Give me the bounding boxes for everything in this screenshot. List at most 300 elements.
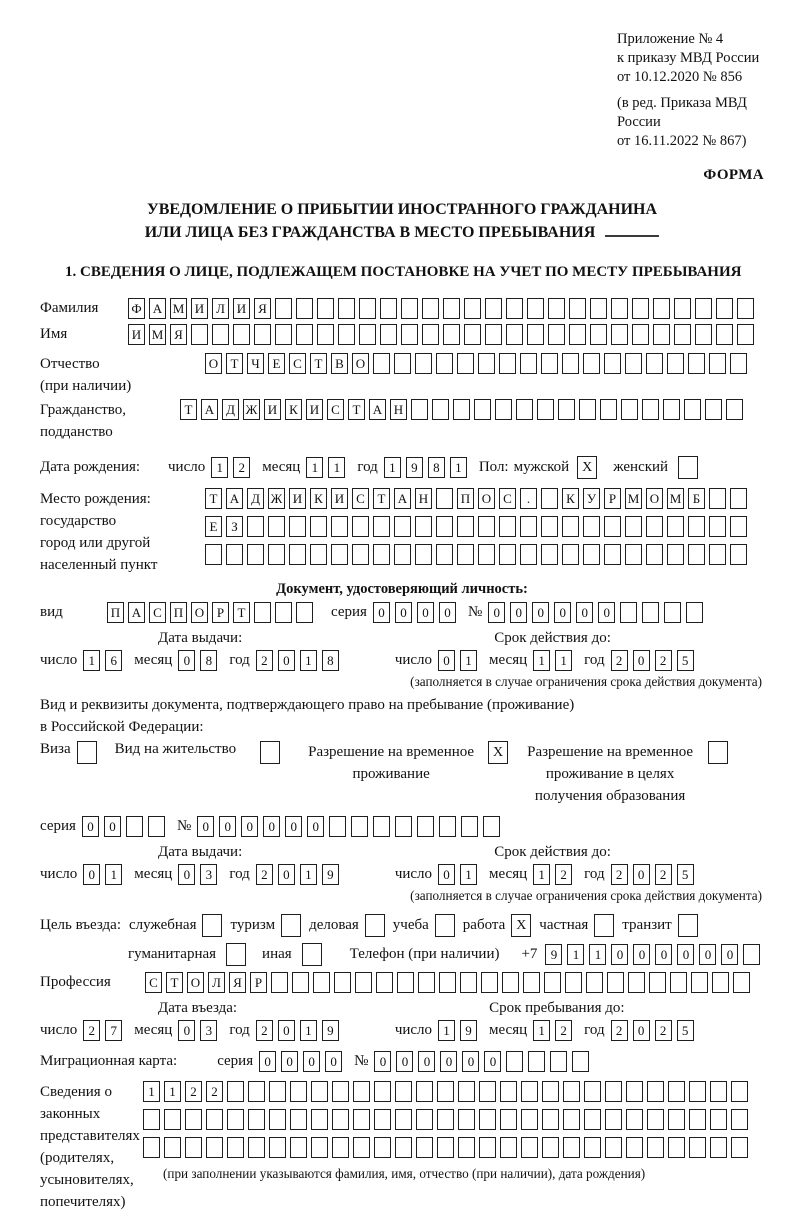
char-cell[interactable]	[716, 324, 733, 345]
char-cell[interactable]: 0	[418, 1051, 435, 1072]
char-cell[interactable]	[334, 972, 351, 993]
char-cell[interactable]: 0	[655, 944, 672, 965]
char-cell[interactable]: А	[128, 602, 145, 623]
char-cell[interactable]	[359, 298, 376, 319]
char-cell[interactable]	[353, 1137, 370, 1158]
char-cell[interactable]	[395, 1109, 412, 1130]
char-cell[interactable]: Ф	[128, 298, 145, 319]
char-cell[interactable]: Т	[166, 972, 183, 993]
char-cell[interactable]	[632, 298, 649, 319]
char-cell[interactable]: 0	[82, 816, 99, 837]
char-cell[interactable]	[565, 972, 582, 993]
char-cell[interactable]: Р	[212, 602, 229, 623]
char-cell[interactable]: 9	[322, 864, 339, 885]
char-cell[interactable]: Т	[373, 488, 390, 509]
char-cell[interactable]	[353, 1081, 370, 1102]
char-cell[interactable]	[269, 1137, 286, 1158]
char-cell[interactable]: А	[394, 488, 411, 509]
char-cell[interactable]: Т	[226, 353, 243, 374]
char-cell[interactable]	[437, 1081, 454, 1102]
char-cell[interactable]	[628, 972, 645, 993]
char-cell[interactable]	[296, 602, 313, 623]
char-cell[interactable]: М	[149, 324, 166, 345]
char-cell[interactable]: М	[625, 488, 642, 509]
char-cell[interactable]	[626, 1081, 643, 1102]
char-cell[interactable]	[373, 353, 390, 374]
char-cell[interactable]	[626, 1109, 643, 1130]
char-cell[interactable]	[647, 1109, 664, 1130]
char-cell[interactable]	[691, 972, 708, 993]
char-cell[interactable]	[394, 353, 411, 374]
char-cell[interactable]	[332, 1081, 349, 1102]
char-cell[interactable]	[227, 1109, 244, 1130]
char-cell[interactable]	[520, 353, 537, 374]
char-cell[interactable]	[625, 516, 642, 537]
char-cell[interactable]	[726, 399, 743, 420]
char-cell[interactable]: 0	[438, 650, 455, 671]
char-cell[interactable]: 2	[185, 1081, 202, 1102]
char-cell[interactable]	[688, 353, 705, 374]
char-cell[interactable]	[485, 298, 502, 319]
char-cell[interactable]: 2	[655, 864, 672, 885]
char-cell[interactable]	[416, 1081, 433, 1102]
residence-permit-checkbox[interactable]	[260, 741, 280, 764]
char-cell[interactable]: 1	[555, 650, 572, 671]
char-cell[interactable]	[374, 1137, 391, 1158]
char-cell[interactable]	[579, 399, 596, 420]
char-cell[interactable]: О	[352, 353, 369, 374]
char-cell[interactable]	[668, 1109, 685, 1130]
char-cell[interactable]: И	[264, 399, 281, 420]
char-cell[interactable]: Е	[205, 516, 222, 537]
char-cell[interactable]	[439, 972, 456, 993]
char-cell[interactable]	[670, 972, 687, 993]
char-cell[interactable]	[541, 516, 558, 537]
char-cell[interactable]: Я	[170, 324, 187, 345]
char-cell[interactable]	[352, 516, 369, 537]
char-cell[interactable]	[506, 1051, 523, 1072]
char-cell[interactable]	[275, 324, 292, 345]
char-cell[interactable]	[248, 1109, 265, 1130]
char-cell[interactable]	[621, 399, 638, 420]
char-cell[interactable]	[373, 816, 390, 837]
char-cell[interactable]	[437, 1109, 454, 1130]
char-cell[interactable]	[632, 324, 649, 345]
char-cell[interactable]: П	[170, 602, 187, 623]
char-cell[interactable]	[563, 1109, 580, 1130]
char-cell[interactable]	[737, 324, 754, 345]
char-cell[interactable]	[709, 353, 726, 374]
char-cell[interactable]: 8	[200, 650, 217, 671]
char-cell[interactable]: И	[331, 488, 348, 509]
char-cell[interactable]: Т	[348, 399, 365, 420]
char-cell[interactable]	[584, 1081, 601, 1102]
char-cell[interactable]	[626, 1137, 643, 1158]
char-cell[interactable]: Ж	[268, 488, 285, 509]
char-cell[interactable]	[569, 298, 586, 319]
char-cell[interactable]: 0	[484, 1051, 501, 1072]
char-cell[interactable]	[457, 516, 474, 537]
char-cell[interactable]: 1	[300, 1020, 317, 1041]
char-cell[interactable]	[395, 1137, 412, 1158]
char-cell[interactable]: 1	[567, 944, 584, 965]
char-cell[interactable]	[604, 353, 621, 374]
char-cell[interactable]	[332, 1109, 349, 1130]
char-cell[interactable]	[710, 1081, 727, 1102]
char-cell[interactable]	[684, 399, 701, 420]
char-cell[interactable]: 1	[300, 864, 317, 885]
char-cell[interactable]: А	[149, 298, 166, 319]
char-cell[interactable]: 0	[263, 816, 280, 837]
char-cell[interactable]: 0	[699, 944, 716, 965]
char-cell[interactable]	[730, 353, 747, 374]
char-cell[interactable]: С	[352, 488, 369, 509]
char-cell[interactable]: С	[149, 602, 166, 623]
char-cell[interactable]: 1	[589, 944, 606, 965]
char-cell[interactable]	[329, 816, 346, 837]
char-cell[interactable]	[373, 544, 390, 565]
char-cell[interactable]	[126, 816, 143, 837]
char-cell[interactable]: 2	[655, 650, 672, 671]
char-cell[interactable]: 0	[554, 602, 571, 623]
char-cell[interactable]: 0	[178, 1020, 195, 1041]
char-cell[interactable]	[311, 1081, 328, 1102]
char-cell[interactable]	[600, 399, 617, 420]
char-cell[interactable]: 2	[611, 864, 628, 885]
char-cell[interactable]: 0	[598, 602, 615, 623]
char-cell[interactable]	[185, 1109, 202, 1130]
char-cell[interactable]: А	[201, 399, 218, 420]
char-cell[interactable]	[548, 298, 565, 319]
char-cell[interactable]	[481, 972, 498, 993]
char-cell[interactable]: 2	[555, 1020, 572, 1041]
char-cell[interactable]	[625, 544, 642, 565]
char-cell[interactable]	[317, 324, 334, 345]
char-cell[interactable]	[164, 1137, 181, 1158]
char-cell[interactable]	[143, 1109, 160, 1130]
char-cell[interactable]: 0	[278, 1020, 295, 1041]
char-cell[interactable]	[523, 972, 540, 993]
char-cell[interactable]: К	[562, 488, 579, 509]
char-cell[interactable]	[664, 602, 681, 623]
char-cell[interactable]: Т	[310, 353, 327, 374]
char-cell[interactable]	[499, 353, 516, 374]
char-cell[interactable]: 0	[677, 944, 694, 965]
char-cell[interactable]: 1	[460, 864, 477, 885]
char-cell[interactable]: 7	[105, 1020, 122, 1041]
char-cell[interactable]	[206, 1109, 223, 1130]
char-cell[interactable]	[436, 353, 453, 374]
char-cell[interactable]: 2	[233, 457, 250, 478]
char-cell[interactable]: 0	[373, 602, 390, 623]
char-cell[interactable]	[647, 1137, 664, 1158]
char-cell[interactable]	[331, 516, 348, 537]
char-cell[interactable]	[653, 324, 670, 345]
char-cell[interactable]	[415, 544, 432, 565]
char-cell[interactable]: 8	[428, 457, 445, 478]
char-cell[interactable]	[205, 544, 222, 565]
char-cell[interactable]	[464, 324, 481, 345]
char-cell[interactable]	[394, 516, 411, 537]
char-cell[interactable]	[331, 544, 348, 565]
char-cell[interactable]: 1	[533, 864, 550, 885]
char-cell[interactable]	[415, 353, 432, 374]
char-cell[interactable]	[338, 298, 355, 319]
char-cell[interactable]	[584, 1109, 601, 1130]
opt-study-checkbox[interactable]	[435, 914, 455, 937]
opt-humanitarian-checkbox[interactable]	[226, 943, 246, 966]
char-cell[interactable]	[667, 516, 684, 537]
char-cell[interactable]: 2	[256, 864, 273, 885]
char-cell[interactable]	[395, 1081, 412, 1102]
char-cell[interactable]	[605, 1109, 622, 1130]
char-cell[interactable]	[674, 298, 691, 319]
char-cell[interactable]	[269, 1081, 286, 1102]
char-cell[interactable]	[542, 1081, 559, 1102]
char-cell[interactable]	[443, 324, 460, 345]
char-cell[interactable]	[338, 324, 355, 345]
char-cell[interactable]: М	[170, 298, 187, 319]
char-cell[interactable]	[528, 1051, 545, 1072]
char-cell[interactable]: 0	[197, 816, 214, 837]
char-cell[interactable]: К	[285, 399, 302, 420]
char-cell[interactable]	[520, 544, 537, 565]
char-cell[interactable]: 0	[462, 1051, 479, 1072]
char-cell[interactable]: 2	[611, 1020, 628, 1041]
char-cell[interactable]: 0	[278, 864, 295, 885]
char-cell[interactable]: .	[520, 488, 537, 509]
char-cell[interactable]	[313, 972, 330, 993]
char-cell[interactable]: О	[478, 488, 495, 509]
char-cell[interactable]: 1	[211, 457, 228, 478]
char-cell[interactable]: 1	[384, 457, 401, 478]
char-cell[interactable]	[520, 516, 537, 537]
char-cell[interactable]	[710, 1109, 727, 1130]
char-cell[interactable]	[688, 516, 705, 537]
char-cell[interactable]: 0	[374, 1051, 391, 1072]
char-cell[interactable]	[733, 972, 750, 993]
char-cell[interactable]: 3	[200, 1020, 217, 1041]
char-cell[interactable]	[422, 298, 439, 319]
char-cell[interactable]: 0	[633, 1020, 650, 1041]
char-cell[interactable]	[401, 298, 418, 319]
char-cell[interactable]: 0	[285, 816, 302, 837]
char-cell[interactable]: Б	[688, 488, 705, 509]
char-cell[interactable]: 0	[281, 1051, 298, 1072]
char-cell[interactable]: Н	[390, 399, 407, 420]
char-cell[interactable]	[380, 298, 397, 319]
char-cell[interactable]	[537, 399, 554, 420]
char-cell[interactable]	[416, 1137, 433, 1158]
char-cell[interactable]	[374, 1081, 391, 1102]
char-cell[interactable]	[290, 1109, 307, 1130]
char-cell[interactable]: 1	[164, 1081, 181, 1102]
opt-other-checkbox[interactable]	[302, 943, 322, 966]
char-cell[interactable]	[500, 1109, 517, 1130]
char-cell[interactable]	[290, 1137, 307, 1158]
char-cell[interactable]	[485, 324, 502, 345]
char-cell[interactable]	[437, 1137, 454, 1158]
char-cell[interactable]	[620, 602, 637, 623]
char-cell[interactable]	[355, 972, 372, 993]
char-cell[interactable]: 0	[439, 602, 456, 623]
char-cell[interactable]	[563, 1137, 580, 1158]
char-cell[interactable]: О	[205, 353, 222, 374]
char-cell[interactable]	[227, 1137, 244, 1158]
char-cell[interactable]	[611, 298, 628, 319]
char-cell[interactable]: Д	[222, 399, 239, 420]
char-cell[interactable]: 0	[259, 1051, 276, 1072]
char-cell[interactable]	[436, 516, 453, 537]
char-cell[interactable]: 0	[611, 944, 628, 965]
char-cell[interactable]	[296, 324, 313, 345]
char-cell[interactable]	[397, 972, 414, 993]
char-cell[interactable]	[506, 324, 523, 345]
char-cell[interactable]: 5	[677, 1020, 694, 1041]
char-cell[interactable]	[716, 298, 733, 319]
char-cell[interactable]	[563, 1081, 580, 1102]
char-cell[interactable]: 0	[395, 602, 412, 623]
char-cell[interactable]	[478, 544, 495, 565]
rvp-checkbox[interactable]: X	[488, 741, 508, 764]
char-cell[interactable]	[516, 399, 533, 420]
char-cell[interactable]: 0	[104, 816, 121, 837]
char-cell[interactable]: 0	[576, 602, 593, 623]
male-checkbox[interactable]: X	[577, 456, 597, 479]
char-cell[interactable]: П	[457, 488, 474, 509]
char-cell[interactable]: У	[583, 488, 600, 509]
char-cell[interactable]: 0	[488, 602, 505, 623]
char-cell[interactable]	[478, 516, 495, 537]
char-cell[interactable]	[584, 1137, 601, 1158]
char-cell[interactable]	[353, 1109, 370, 1130]
char-cell[interactable]	[646, 353, 663, 374]
char-cell[interactable]	[527, 324, 544, 345]
char-cell[interactable]	[458, 1081, 475, 1102]
char-cell[interactable]	[689, 1109, 706, 1130]
char-cell[interactable]: 1	[438, 1020, 455, 1041]
char-cell[interactable]	[479, 1109, 496, 1130]
char-cell[interactable]: 0	[438, 864, 455, 885]
char-cell[interactable]: Т	[233, 602, 250, 623]
char-cell[interactable]	[380, 324, 397, 345]
char-cell[interactable]: Л	[208, 972, 225, 993]
char-cell[interactable]: 1	[533, 1020, 550, 1041]
char-cell[interactable]: 9	[545, 944, 562, 965]
char-cell[interactable]	[506, 298, 523, 319]
char-cell[interactable]	[148, 816, 165, 837]
char-cell[interactable]	[712, 972, 729, 993]
opt-transit-checkbox[interactable]	[678, 914, 698, 937]
char-cell[interactable]: Л	[212, 298, 229, 319]
char-cell[interactable]	[607, 972, 624, 993]
char-cell[interactable]	[649, 972, 666, 993]
char-cell[interactable]	[527, 298, 544, 319]
char-cell[interactable]: Р	[604, 488, 621, 509]
char-cell[interactable]: Ч	[247, 353, 264, 374]
char-cell[interactable]	[668, 1137, 685, 1158]
char-cell[interactable]	[668, 1081, 685, 1102]
char-cell[interactable]	[642, 602, 659, 623]
char-cell[interactable]	[674, 324, 691, 345]
char-cell[interactable]	[422, 324, 439, 345]
char-cell[interactable]	[730, 516, 747, 537]
char-cell[interactable]	[500, 1081, 517, 1102]
char-cell[interactable]	[709, 544, 726, 565]
char-cell[interactable]	[415, 516, 432, 537]
char-cell[interactable]: Т	[180, 399, 197, 420]
char-cell[interactable]	[544, 972, 561, 993]
char-cell[interactable]: 0	[633, 864, 650, 885]
char-cell[interactable]: И	[191, 298, 208, 319]
char-cell[interactable]: С	[499, 488, 516, 509]
char-cell[interactable]: 8	[322, 650, 339, 671]
char-cell[interactable]	[689, 1137, 706, 1158]
char-cell[interactable]	[558, 399, 575, 420]
char-cell[interactable]	[605, 1081, 622, 1102]
char-cell[interactable]	[432, 399, 449, 420]
char-cell[interactable]	[311, 1137, 328, 1158]
char-cell[interactable]: 0	[633, 650, 650, 671]
char-cell[interactable]	[731, 1109, 748, 1130]
char-cell[interactable]	[254, 602, 271, 623]
char-cell[interactable]	[332, 1137, 349, 1158]
char-cell[interactable]	[143, 1137, 160, 1158]
char-cell[interactable]: 0	[178, 650, 195, 671]
char-cell[interactable]	[359, 324, 376, 345]
char-cell[interactable]	[458, 1109, 475, 1130]
char-cell[interactable]	[709, 488, 726, 509]
char-cell[interactable]	[352, 544, 369, 565]
char-cell[interactable]	[521, 1081, 538, 1102]
char-cell[interactable]	[646, 516, 663, 537]
char-cell[interactable]: 0	[278, 650, 295, 671]
opt-tourism-checkbox[interactable]	[281, 914, 301, 937]
char-cell[interactable]: 0	[178, 864, 195, 885]
char-cell[interactable]: С	[289, 353, 306, 374]
char-cell[interactable]: 1	[300, 650, 317, 671]
char-cell[interactable]	[604, 544, 621, 565]
char-cell[interactable]	[550, 1051, 567, 1072]
char-cell[interactable]	[464, 298, 481, 319]
char-cell[interactable]: 0	[219, 816, 236, 837]
char-cell[interactable]: 3	[200, 864, 217, 885]
char-cell[interactable]	[495, 399, 512, 420]
char-cell[interactable]: А	[369, 399, 386, 420]
char-cell[interactable]	[310, 544, 327, 565]
char-cell[interactable]	[373, 516, 390, 537]
char-cell[interactable]: 0	[303, 1051, 320, 1072]
char-cell[interactable]	[695, 324, 712, 345]
char-cell[interactable]: О	[646, 488, 663, 509]
char-cell[interactable]	[590, 324, 607, 345]
char-cell[interactable]	[586, 972, 603, 993]
char-cell[interactable]: Н	[415, 488, 432, 509]
char-cell[interactable]	[457, 353, 474, 374]
char-cell[interactable]: 2	[256, 650, 273, 671]
char-cell[interactable]	[416, 1109, 433, 1130]
char-cell[interactable]: Ж	[243, 399, 260, 420]
char-cell[interactable]: И	[306, 399, 323, 420]
char-cell[interactable]: Я	[254, 298, 271, 319]
char-cell[interactable]: К	[310, 488, 327, 509]
char-cell[interactable]: 2	[655, 1020, 672, 1041]
char-cell[interactable]	[542, 1109, 559, 1130]
char-cell[interactable]	[502, 972, 519, 993]
char-cell[interactable]	[542, 1137, 559, 1158]
char-cell[interactable]	[569, 324, 586, 345]
char-cell[interactable]	[663, 399, 680, 420]
